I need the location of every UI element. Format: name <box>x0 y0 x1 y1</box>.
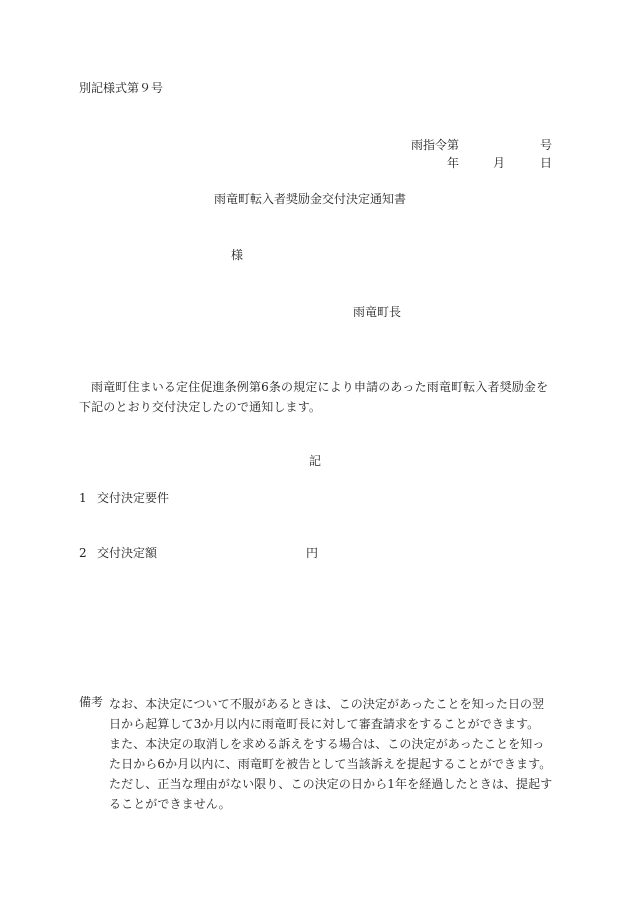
recipient-honorific: 様 <box>231 248 244 262</box>
item-number-2: 2 <box>79 546 87 560</box>
item-label-decision-requirements: 交付決定要件 <box>97 491 170 505</box>
remarks-label: 備考 <box>79 695 104 709</box>
sender-name: 雨竜町長 <box>353 305 402 319</box>
document-number-label: 雨指令第 <box>411 138 460 152</box>
remarks-paragraph-lawsuit: また、本決定の取消しを求める訴えをする場合は、この決定があったことを知った日から6か月以内に、雨竜町を被告として当該訴えを提起することができます。ただし、正当な理由がない限り、この決定の日から1年を経過したときは、提起することができません。 <box>109 737 553 811</box>
amount-unit-yen: 円 <box>306 546 319 560</box>
item-label-decision-amount: 交付決定額 <box>97 546 158 560</box>
date-year-label: 年 <box>447 156 460 170</box>
document-number-suffix: 号 <box>540 138 553 152</box>
item-number-1: 1 <box>79 491 87 505</box>
document-title: 雨竜町転入者奨励金交付決定通知書 <box>213 192 406 206</box>
remarks-paragraph-appeal: なお、本決定について不服があるときは、この決定があったことを知った日の翌日から起算して3か月以内に雨竜町長に対して審査請求をすることができます。 <box>109 697 545 731</box>
ki-heading: 記 <box>308 454 321 468</box>
date-day-label: 日 <box>540 156 553 170</box>
form-number: 別記様式第９号 <box>79 81 164 95</box>
date-month-label: 月 <box>493 156 506 170</box>
remarks-body <box>109 694 553 814</box>
body-text: 雨竜町住まいる定住促進条例第6条の規定により申請のあった雨竜町転入者奨励金を下記のとおり交付決定したので通知します。 <box>79 380 549 414</box>
